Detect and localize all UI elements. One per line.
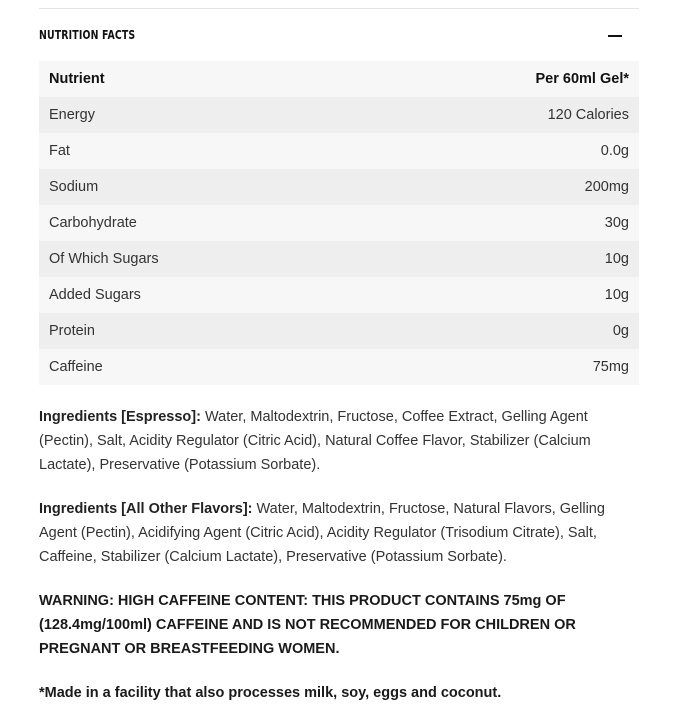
table-row: [39, 349, 639, 385]
nutrient-name: Fat: [39, 133, 359, 169]
nutrient-name: Added Sugars: [39, 277, 359, 313]
table-header-row: [39, 61, 639, 97]
ingredients-other-flavors-text: Water, Maltodextrin, Fructose, Natural Flavors, Gelling Agent (Pectin), Acidifying Agent (Citric Acid), Acidity Regulator (Trisodium Citrate), Salt, Caffeine, Stabilizer (Calcium Lactate), Preservative (Potassium Sorbate).: [39, 501, 605, 565]
top-divider: [39, 8, 639, 9]
header-amount: Per 60ml Gel*: [359, 61, 639, 97]
nutrient-amount: 10g: [359, 277, 639, 313]
table-row: [39, 97, 639, 133]
ingredients-espresso-text: Water, Maltodextrin, Fructose, Coffee Extract, Gelling Agent (Pectin), Salt, Acidity Regulator (Citric Acid), Natural Coffee Flavor, Stabilizer (Calcium Lactate), Preservative (Potassium Sorbate).: [39, 409, 591, 473]
nutrient-name: Of Which Sugars: [39, 241, 359, 277]
nutrient-amount: 75mg: [359, 349, 639, 385]
nutrient-name: Caffeine: [39, 349, 359, 385]
table-row: [39, 169, 639, 205]
header-nutrient: Nutrient: [39, 61, 359, 97]
caffeine-warning: WARNING: HIGH CAFFEINE CONTENT: THIS PRODUCT CONTAINS 75mg OF (128.4mg/100ml) CAFFEINE AND IS NOT RECOMMENDED FOR CHILDREN OR PREGNANT OR BREASTFEEDING WOMEN.: [39, 593, 576, 657]
table-row: [39, 133, 639, 169]
nutrient-amount: 0.0g: [359, 133, 639, 169]
nutrient-name: Carbohydrate: [39, 205, 359, 241]
ingredients-other-flavors: [39, 497, 639, 569]
nutrition-facts-toggle[interactable]: [39, 24, 639, 46]
section-title: NUTRITION FACTS: [39, 28, 136, 42]
nutrient-amount: 30g: [359, 205, 639, 241]
table-row: [39, 205, 639, 241]
nutrient-amount: 10g: [359, 241, 639, 277]
nutrient-name: Energy: [39, 97, 359, 133]
nutrient-amount: 200mg: [359, 169, 639, 205]
allergen-footnote: *Made in a facility that also processes milk, soy, eggs and coconut.: [39, 685, 502, 701]
table-row: [39, 313, 639, 349]
nutrient-amount: 120 Calories: [359, 97, 639, 133]
ingredients-other-flavors-label: Ingredients [All Other Flavors]:: [39, 501, 253, 517]
ingredients-espresso-label: Ingredients [Espresso]:: [39, 409, 201, 425]
table-row: [39, 241, 639, 277]
nutrition-table: [39, 61, 639, 385]
minus-icon[interactable]: [608, 28, 622, 42]
ingredients-espresso: [39, 405, 639, 477]
nutrient-amount: 0g: [359, 313, 639, 349]
table-row: [39, 277, 639, 313]
nutrient-name: Sodium: [39, 169, 359, 205]
nutrient-name: Protein: [39, 313, 359, 349]
